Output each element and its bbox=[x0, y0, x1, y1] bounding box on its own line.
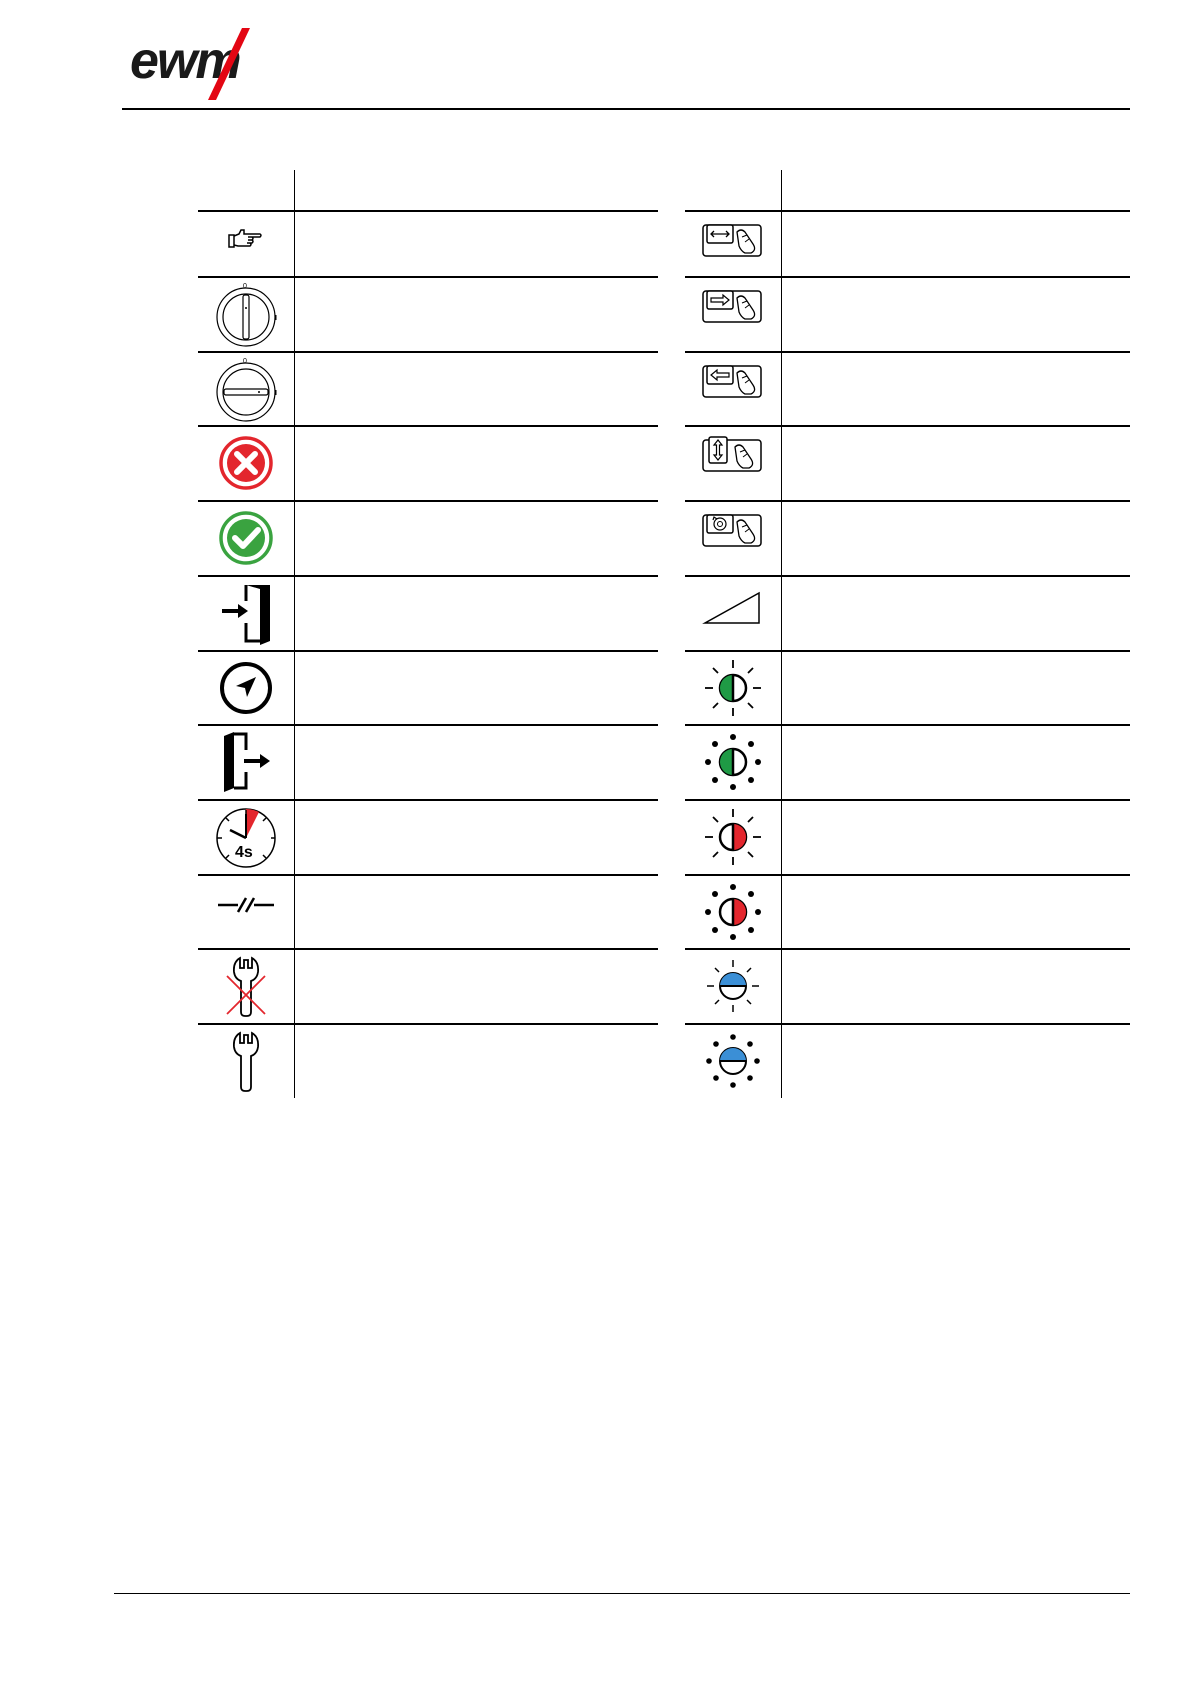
signal-light-blue-flashing-icon bbox=[701, 1029, 765, 1093]
row-description bbox=[782, 577, 1130, 650]
symbol-table-right bbox=[685, 170, 1130, 1098]
press-rotate-button-icon bbox=[701, 512, 765, 548]
table-row bbox=[685, 427, 1130, 502]
table-row bbox=[685, 1025, 1130, 1098]
description-column-header bbox=[782, 170, 1130, 210]
table-row bbox=[198, 427, 658, 502]
table-row bbox=[685, 652, 1130, 726]
ramp-icon bbox=[701, 589, 765, 629]
row-description bbox=[782, 353, 1130, 425]
svg-text:ewm: ewm bbox=[130, 32, 240, 90]
description-column-header bbox=[295, 170, 658, 210]
row-description bbox=[295, 876, 658, 948]
row-description bbox=[295, 726, 658, 799]
wrong-invalid-icon bbox=[218, 435, 274, 491]
row-description bbox=[295, 353, 658, 425]
table-row bbox=[685, 801, 1130, 876]
pointing-hand-icon bbox=[226, 226, 266, 256]
row-description bbox=[782, 427, 1130, 500]
header-rule bbox=[122, 108, 1130, 110]
press-toggle-button-icon bbox=[701, 222, 765, 258]
table-row bbox=[685, 726, 1130, 801]
row-description bbox=[782, 212, 1130, 276]
row-description bbox=[295, 801, 658, 874]
table-row bbox=[198, 502, 658, 577]
signal-light-blue-icon bbox=[701, 954, 765, 1018]
table-row bbox=[198, 950, 658, 1025]
table-row bbox=[198, 353, 658, 427]
row-description bbox=[295, 1025, 658, 1098]
table-header bbox=[198, 170, 658, 212]
table-row bbox=[198, 577, 658, 652]
signal-light-green-flashing-icon bbox=[701, 730, 765, 794]
footer-rule bbox=[114, 1593, 1130, 1594]
table-row bbox=[685, 212, 1130, 278]
table-row bbox=[685, 876, 1130, 950]
switch-on-dial-icon bbox=[213, 282, 279, 348]
row-description bbox=[782, 278, 1130, 351]
tool-required-icon bbox=[221, 1029, 271, 1095]
table-row bbox=[198, 726, 658, 801]
press-left-button-icon bbox=[701, 363, 765, 399]
row-description bbox=[782, 876, 1130, 948]
menu-exit-icon bbox=[218, 732, 274, 794]
menu-enter-icon bbox=[218, 583, 274, 645]
row-description bbox=[782, 726, 1130, 799]
row-description bbox=[295, 950, 658, 1023]
row-description bbox=[782, 801, 1130, 874]
row-description bbox=[295, 502, 658, 575]
row-description bbox=[782, 950, 1130, 1023]
table-row bbox=[685, 577, 1130, 652]
row-description bbox=[295, 212, 658, 276]
table-row bbox=[685, 278, 1130, 353]
row-description bbox=[782, 652, 1130, 724]
table-row bbox=[685, 502, 1130, 577]
row-description bbox=[782, 502, 1130, 575]
symbol-column-header bbox=[198, 170, 295, 210]
table-row bbox=[198, 278, 658, 353]
row-description bbox=[295, 278, 658, 351]
row-description bbox=[782, 1025, 1130, 1098]
press-up-down-button-icon bbox=[701, 435, 765, 475]
row-description bbox=[295, 427, 658, 500]
row-description bbox=[295, 577, 658, 650]
ewm-logo bbox=[130, 28, 290, 100]
interruption-icon bbox=[216, 890, 276, 920]
svg-text:0: 0 bbox=[243, 358, 247, 365]
navigate-menu-icon bbox=[218, 660, 274, 716]
row-description bbox=[295, 652, 658, 724]
symbol-table-left bbox=[198, 170, 658, 1098]
signal-light-green-icon bbox=[701, 656, 765, 720]
svg-text:0: 0 bbox=[243, 283, 247, 290]
signal-light-red-icon bbox=[701, 805, 765, 869]
press-right-button-icon bbox=[701, 288, 765, 324]
svg-text:4s: 4s bbox=[235, 844, 253, 861]
switch-off-dial-icon bbox=[213, 357, 279, 423]
symbol-column-header bbox=[685, 170, 782, 210]
table-row bbox=[198, 1025, 658, 1098]
timer-4s-icon bbox=[213, 806, 279, 870]
tool-not-required-icon bbox=[221, 954, 271, 1020]
signal-light-red-flashing-icon bbox=[701, 880, 765, 944]
table-row bbox=[685, 950, 1130, 1025]
table-header bbox=[685, 170, 1130, 212]
table-row bbox=[198, 212, 658, 278]
table-row bbox=[198, 876, 658, 950]
correct-valid-icon bbox=[218, 510, 274, 566]
table-row bbox=[685, 353, 1130, 427]
table-row bbox=[198, 652, 658, 726]
table-row bbox=[198, 801, 658, 876]
